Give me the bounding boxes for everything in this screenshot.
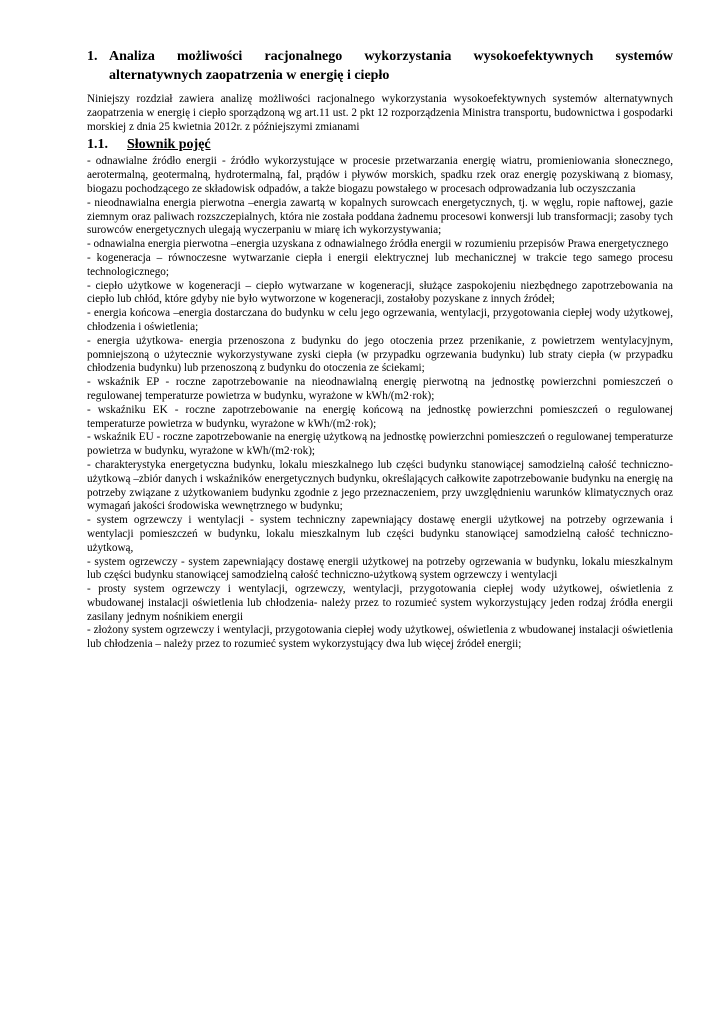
definition-item: - wskaźnik EP - roczne zapotrzebowanie na nieodnawialną energię pierwotną na jednostkę powierzchni pomieszczeń o regulowanej temperaturze powietrza w budynku, wyrażone w kWh/(m2·rok);: [87, 376, 673, 402]
definition-item: - nieodnawialna energia pierwotna –energia zawartą w kopalnych surowcach energetycznych, tj. w węglu, ropie naftowej, gazie ziemnym oraz paliwach rozszczepialnych, która nie została poddana żadnemu procesowi konwersji lub transformacji; zasoby tych surowców energetycznych ulegają wyczerpaniu w miarę ich wykorzystywania;: [87, 196, 673, 237]
definition-item: - wskaźnik EU - roczne zapotrzebowanie na energię użytkową na jednostkę powierzchni pomieszczeń o regulowanej temperaturze powietrza w budynku, wyrażone w kWh/(m2·rok);: [87, 431, 673, 458]
definition-item: - wskaźniku EK - roczne zapotrzebowanie na energię końcową na jednostkę powierzchni pomieszczeń o regulowanej temperaturze powietrza w budynku, wyrażone w kWh/(m2·rok);: [87, 403, 673, 430]
definition-item: - system ogrzewczy i wentylacji - system techniczny zapewniający dostawę energii użytkowej na potrzeby ogrzewania i wentylacji pomieszczeń w budynku, lokalu mieszkalnym lub części budynku stanowiącej samodzielną całość techniczno-użytkową,: [87, 514, 673, 554]
definition-item: - system ogrzewczy - system zapewniający dostawę energii użytkowej na potrzeby ogrzewania w budynku, lokalu mieszkalnym lub części budynku stanowiącej samodzielną całość techniczno-użytkową system ogrzewczy i wentylacji: [87, 555, 673, 582]
section-intro: Niniejszy rozdział zawiera analizę możliwości racjonalnego wykorzystania wysokoefektywnych systemów alternatywnych zaopatrzenia w energię i ciepło sporządzoną wg art.11 ust. 2 pkt 12 rozporządzenia Ministra transportu, budownictwa i gospodarki morskiej z dnia 25 kwietnia 2012r. z późniejszymi zmianami: [87, 93, 673, 133]
subsection-number: 1.1.: [87, 137, 108, 153]
definition-item: - charakterystyka energetyczna budynku, lokalu mieszkalnego lub części budynku stanowiącej samodzielną całość techniczno-użytkową –zbiór danych i wskaźników energetycznych budynku, określających całkowite zapotrzebowanie budynku na energię na potrzeby związane z użytkowaniem budynku zgodnie z jego przeznaczeniem, przy uwzględnieniu warunków klimatycznych oraz wymagań jakości środowiska wewnętrznego w budynku;: [87, 458, 673, 513]
definition-item: - odnawialna energia pierwotna –energia uzyskana z odnawialnego źródła energii w rozumieniu przepisów Prawa energetycznego: [87, 238, 669, 251]
definition-item: - złożony system ogrzewczy i wentylacji, przygotowania ciepłej wody użytkowej, oświetlenia z wbudowanej instalacji oświetlenia lub chłodzenia – należy przez to rozumieć system wykorzystujący dwa lub więcej źródeł energii;: [87, 624, 673, 651]
section-number: 1.: [87, 49, 98, 64]
document-page: [87, 47, 673, 652]
definition-item: - energia końcowa –energia dostarczana do budynku w celu jego ogrzewania, wentylacji, przygotowania ciepłej wody użytkowej, chłodzenia i oświetlenia;: [87, 307, 673, 333]
definition-item: - prosty system ogrzewczy i wentylacji, ogrzewczy, wentylacji, przygotowania ciepłej wody użytkowej, oświetlenia z wbudowanej instalacji oświetlenia lub chłodzenia- należy przez to rozumieć system wykorzystujący jeden rodzaj źródła energii zasilany jednym nośnikiem energii: [87, 583, 673, 623]
section-title: Analiza możliwości racjonalnego wykorzystania wysokoefektywnych systemów alternatywnych zaopatrzenia w energię i ciepło: [109, 49, 673, 83]
subsection-title: Słownik pojęć: [127, 137, 211, 153]
section-heading: [87, 47, 673, 85]
definition-item: - energia użytkowa- energia przenoszona z budynku do jego otoczenia przez przenikanie, z powietrzem wentylacyjnym, pomniejszoną o użytecznie wykorzystywane zyski ciepła (w przypadku ogrzewania budynku) lub straty ciepła (w przypadku chłodzenia budynku) lub przenoszoną z budynku do otoczenia ze ściekami;: [87, 334, 673, 375]
definition-item: - odnawialne źródło energii - źródło wykorzystujące w procesie przetwarzania energię wiatru, promieniowania słonecznego, aerotermalną, geotermalną, hydrotermalną, fal, prądów i pływów morskich, spadku rzek oraz energię pozyskiwaną z biomasy, biogazu pochodzącego ze składowisk odpadów, a także biogazu powstałego w procesach odprowadzania lub oczyszczania: [87, 155, 673, 195]
definition-item: - ciepło użytkowe w kogeneracji – ciepło wytwarzane w kogeneracji, służące zaspokojeniu niezbędnego zapotrzebowania na ciepło lub chłód, które gdyby nie było wytworzone w kogeneracji, zostałoby pozyskane z innych źródeł;: [87, 279, 673, 306]
subsection-heading: [87, 136, 673, 153]
definition-item: - kogeneracja – równoczesne wytwarzanie ciepła i energii elektrycznej lub mechanicznej w trakcie tego samego procesu technologicznego;: [87, 251, 673, 278]
definitions-list: [87, 155, 673, 652]
